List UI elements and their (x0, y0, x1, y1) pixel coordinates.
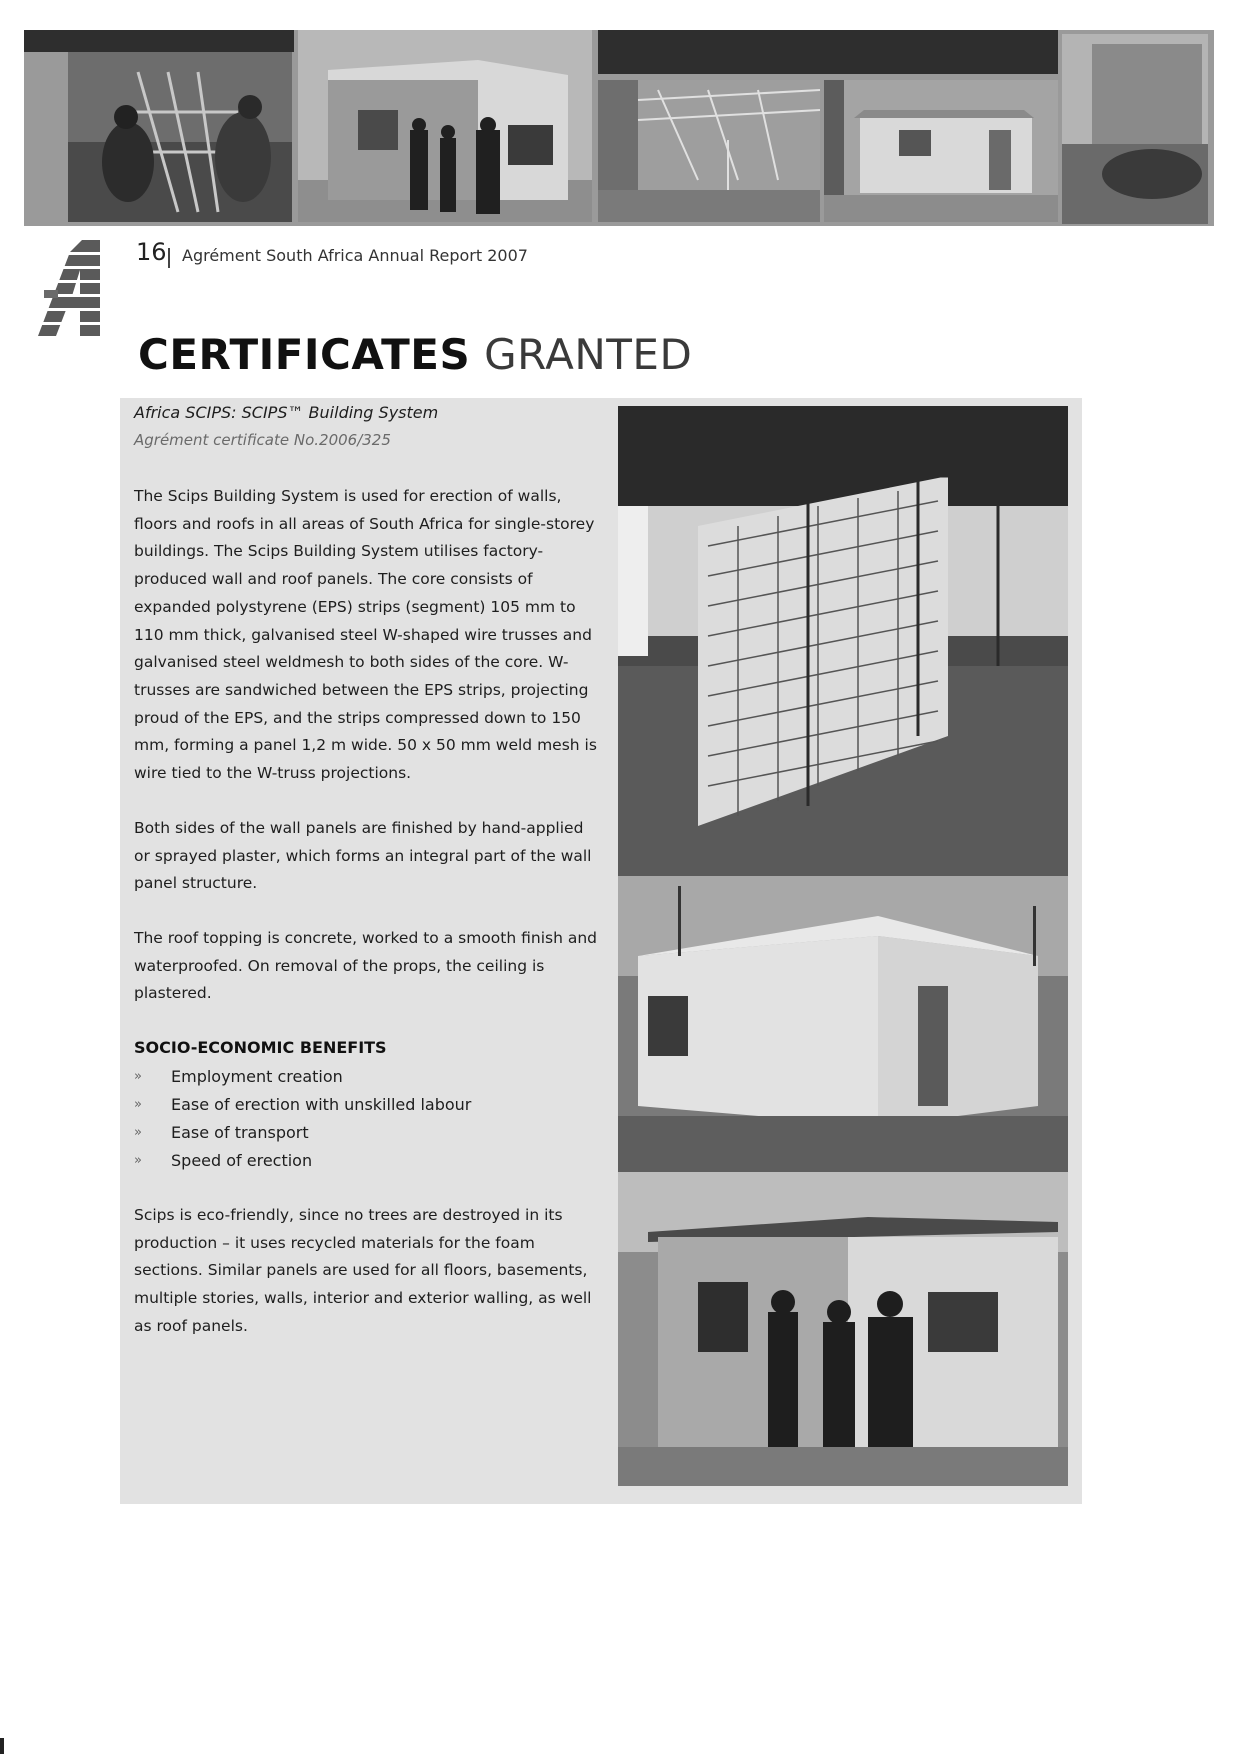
list-item (134, 1119, 604, 1147)
roof-paragraph: The roof topping is concrete, worked to a smooth finish and waterproofed. On removal of the props, the ceiling is plastered. (134, 929, 597, 1003)
bullet-icon: » (134, 1069, 142, 1084)
page-heading (138, 330, 692, 379)
header-separator (168, 248, 170, 268)
finish-paragraph: Both sides of the wall panels are finished by hand-applied or sprayed plaster, which forms an integral part of the wall panel structure. (134, 819, 592, 893)
certificate-number: Agrément certificate No.2006/325 (134, 431, 391, 449)
benefits-list (134, 1063, 604, 1175)
benefits-heading: SOCIO-ECONOMIC BENEFITS (134, 1038, 387, 1057)
photo-construction-site (1062, 34, 1208, 224)
agrement-logo (36, 240, 122, 336)
bullet-icon: » (134, 1097, 142, 1112)
photo-completed-house-with-people (298, 30, 592, 222)
strip-dark-bar (24, 30, 294, 52)
scan-edge-mark (0, 1738, 4, 1754)
bullet-icon: » (134, 1125, 142, 1140)
bullet-icon: » (134, 1153, 142, 1168)
photo-plastered-house (618, 876, 1068, 1172)
list-item (134, 1091, 604, 1119)
benefit-text: Ease of transport (171, 1123, 309, 1142)
list-item (134, 1147, 604, 1175)
photo-workers-assembling-panels (68, 52, 292, 222)
photo-house-with-three-people (618, 1172, 1068, 1486)
page-number: 16 (136, 238, 167, 266)
product-name: Africa SCIPS: SCIPS™ Building System (134, 403, 439, 422)
list-item (134, 1063, 604, 1091)
benefit-text: Ease of erection with unskilled labour (171, 1095, 472, 1114)
benefit-text: Employment creation (171, 1067, 343, 1086)
description-paragraph: The Scips Building System is used for erection of walls, floors and roofs in all areas of South Africa for single-storey buildings. The Scips Building System utilises factory-produced wall and roof panels. The core consists of expanded polystyrene (EPS) strips (segment) 105 mm to 110 mm thick, galvanised steel W-shaped wire trusses and galvanised steel weldmesh to both sides of the core. W-trusses are sandwiched between the EPS strips, projecting proud of the EPS, and the strips compressed down to 150 mm, forming a panel 1,2 m wide. 50 x 50 mm weld mesh is wire tied to the W-truss projections. (134, 487, 597, 783)
eco-paragraph: Scips is eco-friendly, since no trees are destroyed in its production – it uses recycled materials for the foam sections. Similar panels are used for all floors, basements, multiple stories, walls, interior and exterior walling, as well as roof panels. (134, 1206, 592, 1335)
heading-light: GRANTED (484, 330, 693, 379)
photo-roof-structure (598, 80, 820, 222)
benefit-text: Speed of erection (171, 1151, 313, 1170)
heading-bold: CERTIFICATES (138, 330, 471, 379)
photo-small-house (824, 80, 1058, 222)
strip-dark-bar-2 (598, 30, 1058, 74)
report-title: Agrément South Africa Annual Report 2007 (182, 246, 528, 265)
photo-wall-panel-on-stand (618, 406, 1068, 876)
